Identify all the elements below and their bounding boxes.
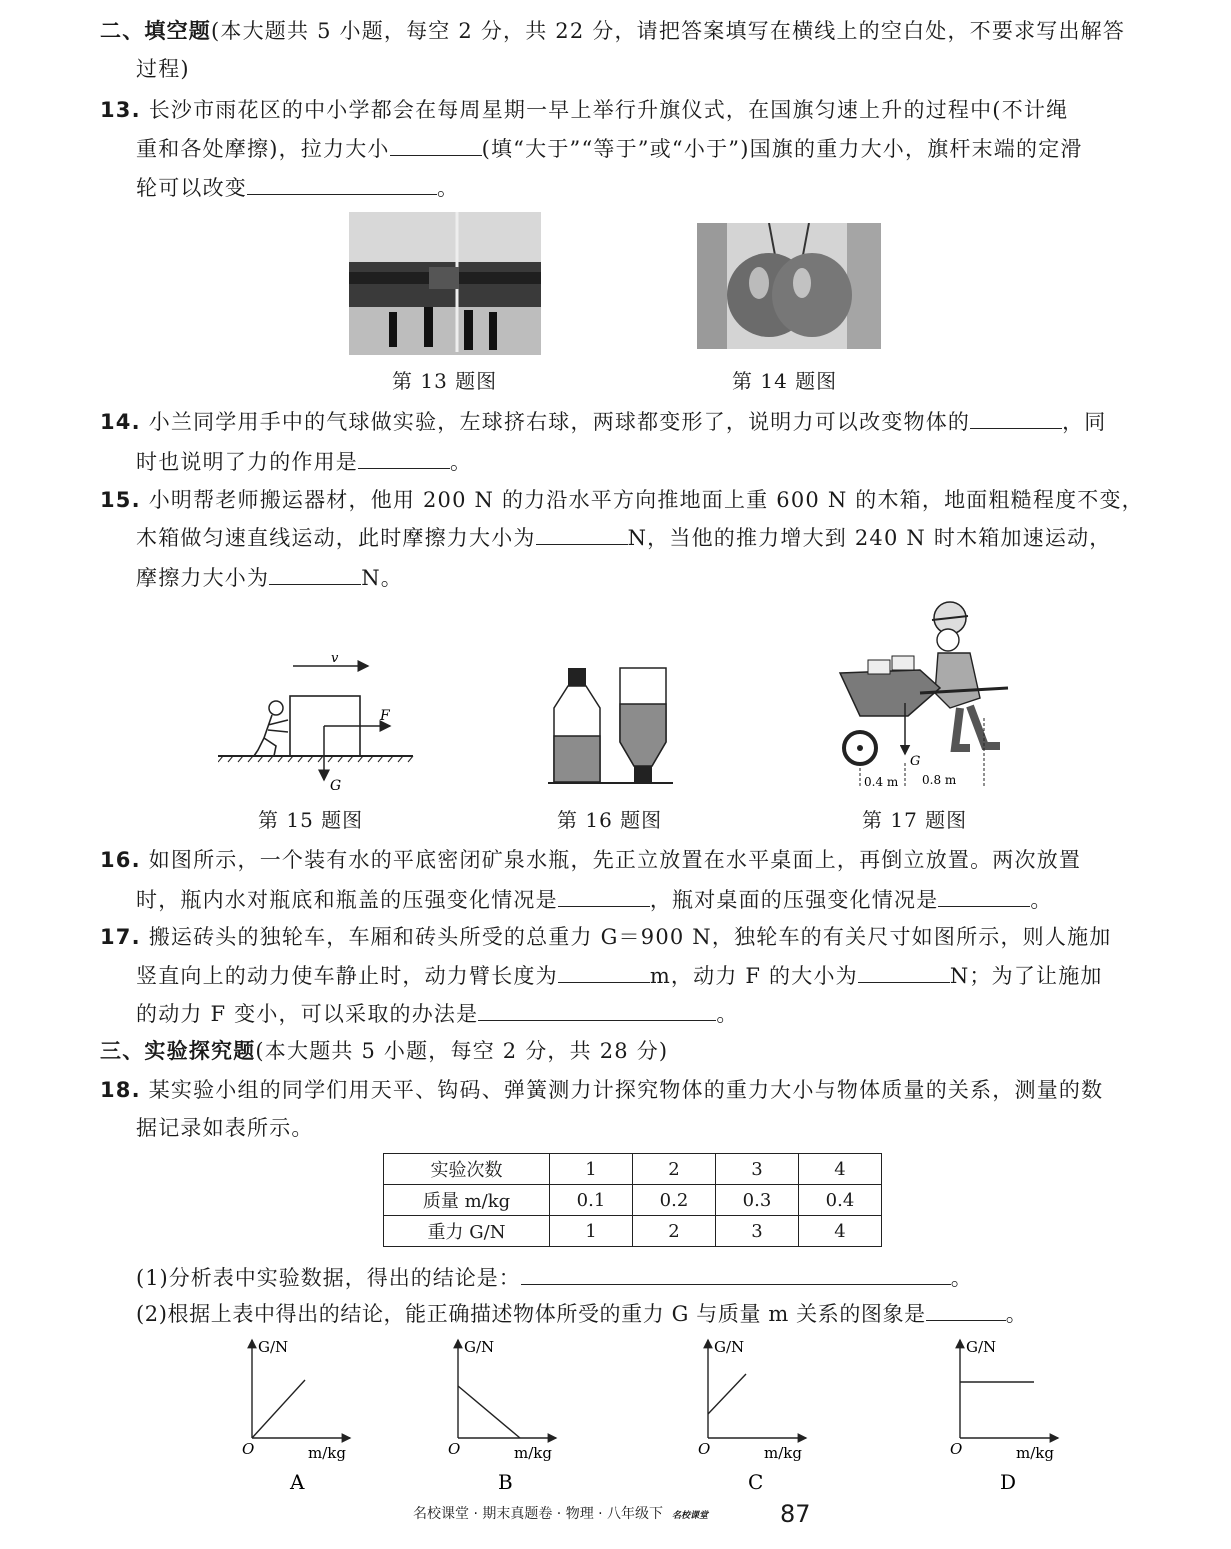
q18-line2: 据记录如表所示。 (136, 1116, 314, 1140)
table-cell: 3 (716, 1154, 799, 1185)
q18-text: 。 (1005, 1302, 1028, 1326)
section-note: (本大题共 5 小题，每空 2 分，共 22 分，请把答案填写在横线上的空白处，不要求写出解答 (211, 19, 1126, 43)
option-label[interactable]: D (1000, 1470, 1017, 1494)
table-cell: 4 (799, 1154, 882, 1185)
table-cell: 质量 m/kg (384, 1185, 550, 1216)
q14-text: ，同 (1062, 410, 1107, 434)
x-axis-label: m/kg (308, 1444, 346, 1462)
q15-text: 小明帮老师搬运器材，他用 200 N 的力沿水平方向推地面上重 600 N 的木箱，地面粗糙程度不变， (148, 488, 1144, 512)
origin-label: O (448, 1440, 461, 1458)
page-number: 87 (780, 1500, 811, 1528)
graph-c (698, 1338, 806, 1494)
table-cell: 1 (550, 1154, 633, 1185)
answer-blank[interactable] (926, 1298, 1006, 1321)
velocity-label: v (331, 651, 339, 666)
graph-b (448, 1338, 556, 1494)
distance-label: 0.4 m (864, 775, 899, 789)
answer-blank[interactable] (269, 562, 361, 585)
x-axis-label: m/kg (764, 1444, 802, 1462)
graph-d (950, 1338, 1058, 1494)
y-axis-label: G/N (966, 1338, 997, 1356)
graph-a (242, 1338, 350, 1494)
q13-text: (填“大于”“等于”或“小于”)国旗的重力大小，旗杆末端的定滑 (481, 137, 1083, 161)
water-bottles-diagram (548, 662, 673, 786)
q17-text: 搬运砖头的独轮车，车厢和砖头所受的总重力 G＝900 N，独轮车的有关尺寸如图所示，则人施加 (148, 925, 1112, 949)
data-table (383, 1153, 882, 1247)
q18-text: (2)根据上表中得出的结论，能正确描述物体所受的重力 G 与质量 m 关系的图象是 (136, 1302, 926, 1326)
answer-blank[interactable] (358, 446, 450, 469)
y-axis-label: G/N (464, 1338, 495, 1356)
figure-caption: 第 13 题图 (392, 369, 498, 393)
q17-text: m，动力 F 的大小为 (649, 964, 858, 988)
q15-line1 (100, 485, 1144, 515)
flag-ceremony-photo (349, 212, 541, 355)
answer-blank[interactable] (970, 406, 1062, 429)
x-axis-label: m/kg (514, 1444, 552, 1462)
push-box-diagram (218, 650, 418, 800)
answer-blank[interactable] (536, 522, 628, 545)
force-label: F (380, 708, 390, 724)
q16-text: 时，瓶内水对瓶底和瓶盖的压强变化情况是 (136, 888, 558, 912)
origin-label: O (950, 1440, 963, 1458)
q17-text: 的动力 F 变小，可以采取的办法是 (136, 1002, 479, 1026)
q17-line1 (100, 922, 1111, 952)
q15-text: 木箱做匀速直线运动，此时摩擦力大小为 (136, 526, 536, 550)
option-label[interactable]: C (748, 1470, 764, 1494)
footer (413, 1503, 708, 1523)
balloons-photo (697, 223, 881, 349)
gravity-label: G (330, 778, 342, 794)
answer-blank[interactable] (521, 1262, 951, 1285)
distance-label: 0.8 m (922, 773, 957, 787)
figure-caption: 第 17 题图 (862, 808, 968, 832)
q16-text: 。 (1030, 888, 1053, 912)
answer-blank[interactable] (558, 884, 650, 907)
q17-text: N；为了让施加 (949, 964, 1103, 988)
q17-text: 竖直向上的动力使车静止时，动力臂长度为 (136, 964, 558, 988)
answer-blank[interactable] (938, 884, 1030, 907)
q14-text: 。 (450, 450, 473, 474)
origin-label: O (698, 1440, 711, 1458)
q14-text: 小兰同学用手中的气球做实验，左球挤右球，两球都变形了，说明力可以改变物体的 (148, 410, 971, 434)
table-cell: 实验次数 (384, 1154, 550, 1185)
q13-line1 (100, 95, 1068, 125)
publisher-logo: 名校课堂 (671, 1511, 708, 1521)
q15-text: N，当他的推力增大到 240 N 时木箱加速运动， (627, 526, 1112, 550)
q14-line1 (100, 406, 1107, 437)
table-row (384, 1216, 882, 1247)
q16-text: 如图所示，一个装有水的平底密闭矿泉水瓶，先正立放置在水平桌面上，再倒立放置。两次放置 (148, 848, 1082, 872)
origin-label: O (242, 1440, 255, 1458)
q18-text: 。 (950, 1266, 973, 1290)
table-cell: 0.2 (633, 1185, 716, 1216)
option-label[interactable]: B (498, 1470, 513, 1494)
x-axis-label: m/kg (1016, 1444, 1054, 1462)
section-note: (本大题共 5 小题，每空 2 分，共 28 分) (255, 1039, 669, 1063)
table-row (384, 1154, 882, 1185)
q18-part2 (136, 1298, 1027, 1329)
q14-text: 时也说明了力的作用是 (136, 450, 358, 474)
q13-line2 (136, 133, 1083, 164)
table-cell: 3 (716, 1216, 799, 1247)
q13-text: 轮可以改变 (136, 176, 247, 200)
q18-line1 (100, 1075, 1103, 1105)
q18-text: 某实验小组的同学们用天平、钩码、弹簧测力计探究物体的重力大小与物体质量的关系，测量的数 (148, 1078, 1104, 1102)
table-cell: 2 (633, 1154, 716, 1185)
answer-blank[interactable] (858, 960, 950, 983)
q14-line2 (136, 446, 472, 477)
section-3-heading (100, 1036, 668, 1066)
section-2-note-cont: 过程) (136, 57, 190, 81)
q17-line3 (136, 998, 739, 1029)
q13-text: 。 (437, 176, 460, 200)
q16-text: ，瓶对桌面的压强变化情况是 (649, 888, 939, 912)
q13-text: 长沙市雨花区的中小学都会在每周星期一早上举行升旗仪式，在国旗匀速上升的过程中(不计绳 (148, 98, 1069, 122)
figure-caption: 第 14 题图 (732, 369, 838, 393)
q17-line2 (136, 960, 1103, 991)
q15-line3 (136, 562, 403, 593)
y-axis-label: G/N (258, 1338, 289, 1356)
question-number: 18. (100, 1078, 141, 1102)
option-label[interactable]: A (290, 1470, 305, 1494)
answer-blank[interactable] (390, 133, 482, 156)
table-cell: 2 (633, 1216, 716, 1247)
table-cell: 0.1 (550, 1185, 633, 1216)
question-number: 17. (100, 925, 141, 949)
question-number: 15. (100, 488, 141, 512)
table-cell: 0.4 (799, 1185, 882, 1216)
question-number: 16. (100, 848, 141, 872)
q16-line1 (100, 845, 1081, 875)
table-cell: 1 (550, 1216, 633, 1247)
table-cell: 0.3 (716, 1185, 799, 1216)
section-title: 三、实验探究题 (100, 1039, 256, 1063)
answer-blank[interactable] (478, 998, 716, 1021)
section-2-heading (100, 16, 1125, 46)
q16-line2 (136, 884, 1053, 915)
q13-line3 (136, 172, 459, 203)
answer-blank[interactable] (247, 172, 437, 195)
q18-text: (1)分析表中实验数据，得出的结论是： (136, 1266, 521, 1290)
table-cell: 4 (799, 1216, 882, 1247)
question-number: 14. (100, 410, 141, 434)
wheelbarrow-diagram (820, 598, 1015, 793)
q13-text: 重和各处摩擦)，拉力大小 (136, 137, 390, 161)
q15-text: 摩擦力大小为 (136, 566, 270, 590)
q18-part1 (136, 1262, 973, 1293)
table-row (384, 1185, 882, 1216)
q15-text: N。 (361, 566, 403, 590)
section-title: 二、填空题 (100, 19, 211, 43)
footer-text: 名校课堂 · 期末真题卷 · 物理 · 八年级下 (413, 1506, 664, 1522)
answer-blank[interactable] (558, 960, 650, 983)
figure-caption: 第 16 题图 (557, 808, 663, 832)
q17-text: 。 (716, 1002, 739, 1026)
table-cell: 重力 G/N (384, 1216, 550, 1247)
option-graphs (230, 1334, 1110, 1496)
q15-line2 (136, 522, 1111, 553)
y-axis-label: G/N (714, 1338, 745, 1356)
question-number: 13. (100, 98, 141, 122)
gravity-label: G (910, 754, 921, 769)
figure-caption: 第 15 题图 (258, 808, 364, 832)
